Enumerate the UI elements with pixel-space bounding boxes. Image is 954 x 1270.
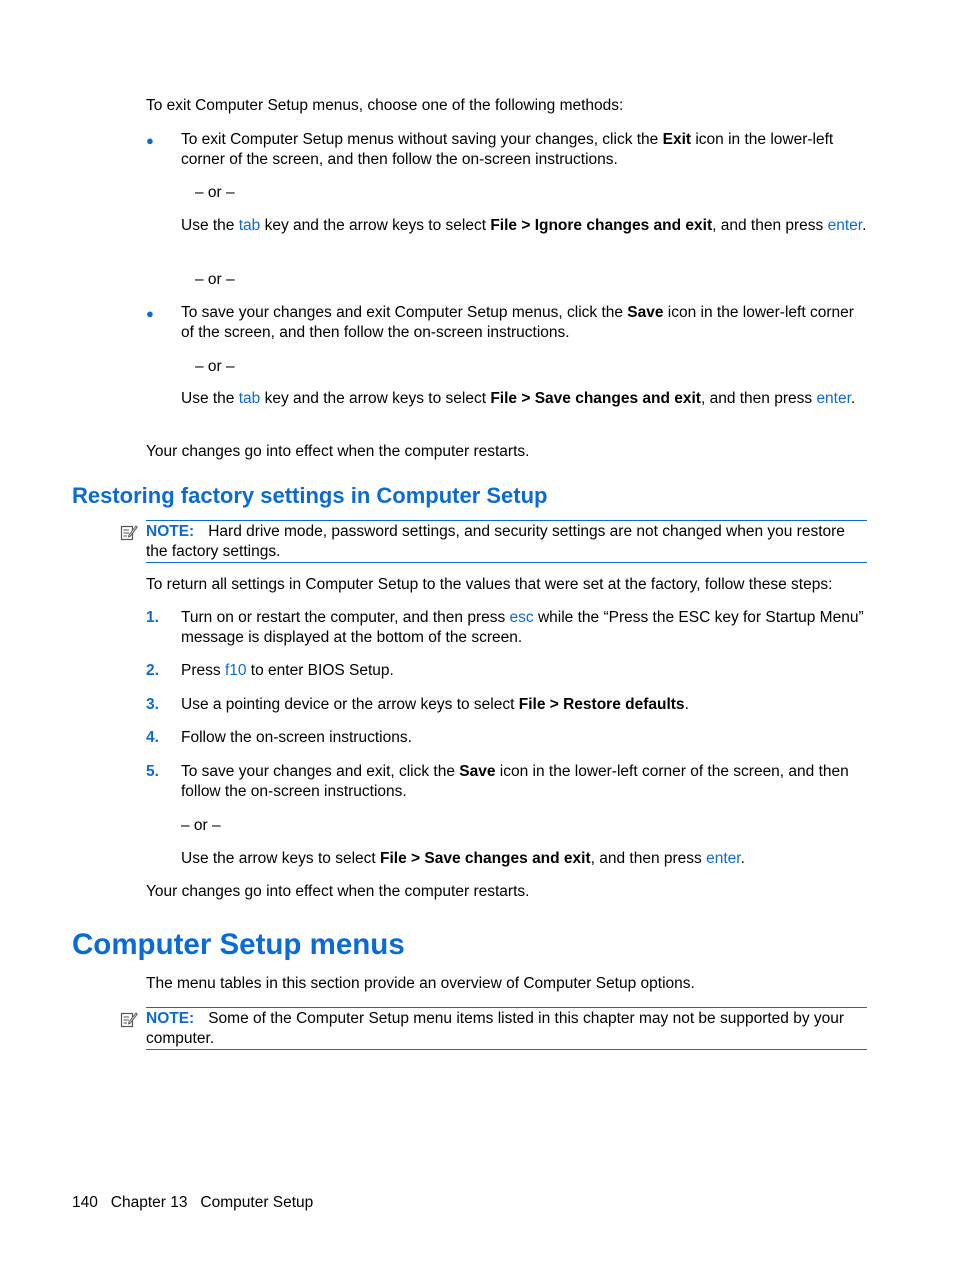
page-footer [72, 1193, 313, 1213]
footer-chapter: Chapter 13 [110, 1194, 188, 1211]
key-enter: enter [816, 390, 851, 407]
exit-method-2-alt: Use the tab key and the arrow keys to select File > Save changes and exit, and then press enter. [181, 390, 856, 407]
step-5: To save your changes and exit, click the Save icon in the lower-left corner of the screen, and then follow the on-screen instructions. [181, 763, 849, 800]
exit-method-2: To save your changes and exit Computer Setup menus, click the Save icon in the lower-left corner of the screen, and then follow the on-screen instructions. [181, 304, 854, 341]
key-esc: esc [509, 609, 534, 626]
key-tab: tab [238, 217, 261, 234]
or-separator: – or – [195, 358, 235, 375]
menus-intro: The menu tables in this section provide an overview of Computer Setup options. [146, 975, 695, 992]
step-number: 3. [146, 696, 159, 713]
bullet-icon: ● [146, 133, 154, 148]
note-label: NOTE: [146, 1010, 195, 1027]
key-enter: enter [706, 850, 741, 867]
step-5-alt: Use the arrow keys to select File > Save changes and exit, and then press enter. [181, 850, 745, 867]
or-separator: – or – [181, 817, 221, 834]
footer-title: Computer Setup [200, 1194, 314, 1211]
step-number: 5. [146, 763, 159, 780]
or-separator: – or – [195, 184, 235, 201]
note-box [146, 1007, 867, 1050]
note-label: NOTE: [146, 523, 195, 540]
note-box [146, 520, 867, 563]
key-tab: tab [238, 390, 261, 407]
step-3: Use a pointing device or the arrow keys to select File > Restore defaults. [181, 696, 689, 713]
note-text: Hard drive mode, password settings, and security settings are not changed when you restore the factory settings. [146, 523, 845, 560]
step-4: Follow the on-screen instructions. [181, 729, 412, 746]
note-text: Some of the Computer Setup menu items listed in this chapter may not be supported by your computer. [146, 1010, 845, 1047]
bullet-icon: ● [146, 306, 154, 321]
key-f10: f10 [224, 662, 247, 679]
restore-intro: To return all settings in Computer Setup to the values that were set at the factory, follow these steps: [146, 576, 833, 593]
exit-method-1: To exit Computer Setup menus without saving your changes, click the Exit icon in the lower-left corner of the screen, and then follow the on-screen instructions. [181, 131, 834, 168]
intro-text: To exit Computer Setup menus, choose one of the following methods: [146, 97, 624, 114]
effect-text: Your changes go into effect when the computer restarts. [146, 883, 530, 900]
step-1: Turn on or restart the computer, and then press esc while the “Press the ESC key for Startup Menu” message is displayed at the bottom of the screen. [181, 609, 864, 646]
exit-method-1-alt: Use the tab key and the arrow keys to select File > Ignore changes and exit, and then press enter. [181, 217, 867, 234]
or-separator: – or – [195, 271, 235, 288]
effect-text: Your changes go into effect when the computer restarts. [146, 443, 530, 460]
section-heading-restore: Restoring factory settings in Computer Setup [72, 483, 548, 508]
step-number: 1. [146, 609, 159, 626]
note-icon [120, 523, 138, 541]
key-enter: enter [827, 217, 863, 234]
step-2: Press f10 to enter BIOS Setup. [181, 662, 394, 679]
note-icon [120, 1010, 138, 1028]
step-number: 2. [146, 662, 159, 679]
step-number: 4. [146, 729, 159, 746]
section-heading-menus: Computer Setup menus [72, 928, 405, 961]
page-number: 140 [72, 1194, 98, 1211]
